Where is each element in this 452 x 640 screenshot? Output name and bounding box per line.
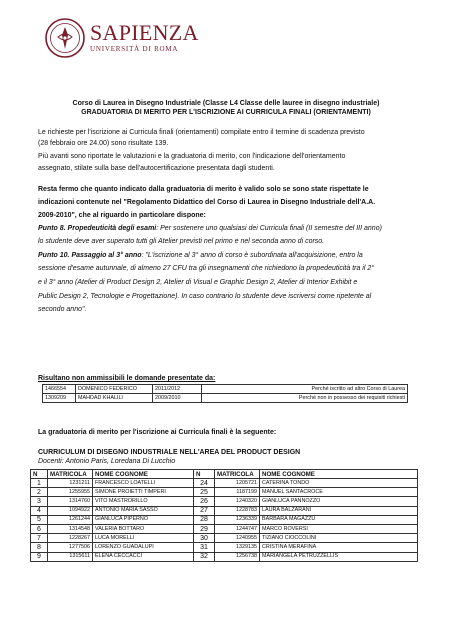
table-row xyxy=(31,515,418,524)
student-name: GIANLUCA PANNOZZO xyxy=(260,497,418,506)
column-header-n: N xyxy=(31,470,48,479)
excluded-matricola: 1309209 xyxy=(43,394,76,403)
rule-point-10-line4: Public Design 2, Tecnologie e Progettazione). In caso contrario lo studente deve iscriversi come ripetente al xyxy=(38,293,372,300)
rules-line2: indicazioni contenute nel "Regolamento Didattico del Corso di Laurea in Disegno Industriale dell'A.A. xyxy=(38,199,376,206)
logo-name: SAPIENZA xyxy=(90,20,199,45)
matricola: 1256738 xyxy=(215,552,260,561)
student-name: MARCO ROVERSI xyxy=(260,524,418,533)
column-header-nome-cognome: NOME COGNOME xyxy=(260,470,418,479)
ranking-heading: La graduatoria di merito per l'iscrizione ai Curricula finali è la seguente: xyxy=(38,429,277,436)
rule-point-10-label: Punto 10. Passaggio al 3° anno xyxy=(38,252,142,259)
rule-point-10-line3: e il 3° anno (Atelier di Product Design 2, Atelier di Visual e Graphic Design 2, Atelier di Interior Exhibit e xyxy=(38,279,358,286)
curriculum-title: CURRICULUM DI DISEGNO INDUSTRIALE NELL'AREA DEL PRODUCT DESIGN xyxy=(38,449,301,456)
rank-number: 2 xyxy=(31,488,48,497)
matricola: 1255955 xyxy=(48,488,93,497)
rank-number: 31 xyxy=(194,543,215,552)
rank-number: 6 xyxy=(31,524,48,533)
table-row xyxy=(31,479,418,488)
matricola: 1205721 xyxy=(215,479,260,488)
table-row xyxy=(31,497,418,506)
rank-number: 26 xyxy=(194,497,215,506)
rule-point-8 xyxy=(38,224,382,233)
rule-point-10-line5: secondo anno". xyxy=(38,306,87,313)
matricola: 1231211 xyxy=(48,479,93,488)
rank-number: 24 xyxy=(194,479,215,488)
intro-line2: (28 febbraio ore 24.00) sono risultate 139. xyxy=(38,140,169,147)
matricola: 1261244 xyxy=(48,515,93,524)
rule-point-10-text: : "L'iscrizione al 3° anno di corso è subordinata all'acquisizione, entro la xyxy=(141,252,363,259)
table-row xyxy=(43,394,408,403)
rule-point-8-line2: lo studente deve aver superato tutti gli Atelier previsti nel primo e nel seconda anno di corso. xyxy=(38,238,325,245)
matricola: 1240955 xyxy=(215,534,260,543)
student-name: FRANCESCO LOATELLI xyxy=(93,479,194,488)
matricola: 1314548 xyxy=(48,524,93,533)
rank-number: 29 xyxy=(194,524,215,533)
intro-line3: Più avanti sono riportate le valutazioni e la graduatoria di merito, con l'indicazione dell'orientamento xyxy=(38,153,346,160)
column-header-n: N xyxy=(194,470,215,479)
table-row xyxy=(31,506,418,515)
student-name: ANTONIO MARIA SASSO xyxy=(93,506,194,515)
rule-point-8-label: Punto 8. Propedeuticità degli esami xyxy=(38,225,157,232)
excluded-name: MAHDAD KHALILI xyxy=(76,394,153,403)
excluded-reason: Perché iscritto ad altro Corso di Laurea xyxy=(202,385,408,394)
rank-number: 5 xyxy=(31,515,48,524)
university-logo xyxy=(44,14,199,62)
matricola: 1329135 xyxy=(215,543,260,552)
matricola: 1244747 xyxy=(215,524,260,533)
student-name: GIANLUCA PIPERNO xyxy=(93,515,194,524)
intro-line4: assegnato, stilate sulla base dell'autocertificazione presentata dagli studenti. xyxy=(38,165,275,172)
rank-number: 7 xyxy=(31,534,48,543)
matricola: 1315611 xyxy=(48,552,93,561)
excluded-table xyxy=(42,384,408,403)
student-name: MANUEL SANTACROCE xyxy=(260,488,418,497)
rank-number: 30 xyxy=(194,534,215,543)
student-name: SIMONE PROIETTI TIMPERI xyxy=(93,488,194,497)
rank-number: 4 xyxy=(31,506,48,515)
table-row xyxy=(31,552,418,561)
rank-number: 1 xyxy=(31,479,48,488)
table-header-row xyxy=(31,470,418,479)
rule-point-10 xyxy=(38,251,363,260)
student-name: VALERIA BOTTARO xyxy=(93,524,194,533)
logo-subtitle: UNIVERSITÀ DI ROMA xyxy=(90,45,179,53)
student-name: VITO MASTRORILLO xyxy=(93,497,194,506)
table-row xyxy=(31,488,418,497)
excluded-year: 2009/2010 xyxy=(153,394,202,403)
rank-number: 8 xyxy=(31,543,48,552)
excluded-name: DOMENICO FEDERICO xyxy=(76,385,153,394)
rule-point-8-text: : Per sostenere uno qualsiasi dei Curricula finali (II semestre del III anno) xyxy=(156,225,382,232)
matricola: 1187199 xyxy=(215,488,260,497)
student-name: LAURA BALZARANI xyxy=(260,506,418,515)
column-header-matricola: MATRICOLA xyxy=(215,470,260,479)
matricola: 1314760 xyxy=(48,497,93,506)
matricola: 1228783 xyxy=(215,506,260,515)
rules-line3: 2009-2010", che al riguardo in particolare dispone: xyxy=(38,212,206,219)
table-row xyxy=(31,543,418,552)
student-name: TIZIANO CIOCCOLINI xyxy=(260,534,418,543)
rank-number: 9 xyxy=(31,552,48,561)
table-row xyxy=(43,385,408,394)
rule-point-10-line2: sessione d'esame autunnale, di almeno 27 CFU tra gli insegnamenti che richiedono la propedeuticità tra il 2° xyxy=(38,265,375,272)
table-row xyxy=(31,534,418,543)
curriculum-docenti: Docenti: Antonio Paris, Loredana Di Lucchio xyxy=(38,458,176,465)
student-name: LORENZO GUADALUPI xyxy=(93,543,194,552)
rules-line1: Resta fermo che quanto indicato dalla graduatoria di merito è valido solo se sono state rispettate le xyxy=(38,186,369,193)
student-name: ELENA CECCACCI xyxy=(93,552,194,561)
student-name: CRISTINA MERAFINA xyxy=(260,543,418,552)
matricola: 1277506 xyxy=(48,543,93,552)
rank-number: 25 xyxy=(194,488,215,497)
student-name: MARIANGELA PETRUZZELLIS xyxy=(260,552,418,561)
rank-number: 27 xyxy=(194,506,215,515)
table-row xyxy=(31,524,418,533)
student-name: BARBARA MAGAZZÙ xyxy=(260,515,418,524)
excluded-reason: Perché non in possesso dei requisiti richiesti xyxy=(202,394,408,403)
column-header-nome-cognome: NOME COGNOME xyxy=(93,470,194,479)
matricola: 1236339 xyxy=(215,515,260,524)
column-header-matricola: MATRICOLA xyxy=(48,470,93,479)
excluded-year: 2011/2012 xyxy=(153,385,202,394)
matricola: 1228267 xyxy=(48,534,93,543)
rank-number: 32 xyxy=(194,552,215,561)
matricola: 1094922 xyxy=(48,506,93,515)
student-name: CATERINA TONDO xyxy=(260,479,418,488)
rank-number: 28 xyxy=(194,515,215,524)
rank-number: 3 xyxy=(31,497,48,506)
student-name: LUCA MORELLI xyxy=(93,534,194,543)
intro-line1: Le richieste per l'iscrizione ai Curricula finali (orientamenti) compilate entro il termine di scadenza previsto xyxy=(38,129,365,136)
document-title-line2: GRADUATORIA DI MERITO PER L'ISCRIZIONE AI CURRICULA FINALI (ORIENTAMENTI) xyxy=(81,109,371,116)
document-title-line1: Corso di Laurea in Disegno Industriale (Classe L4 Classe delle lauree in disegno industriale) xyxy=(72,100,380,107)
excluded-matricola: 1466554 xyxy=(43,385,76,394)
excluded-heading: Risultano non ammissibili le domande presentate da: xyxy=(38,375,216,382)
matricola: 1240320 xyxy=(215,497,260,506)
university-seal-icon xyxy=(44,17,86,59)
ranking-table xyxy=(30,469,418,562)
